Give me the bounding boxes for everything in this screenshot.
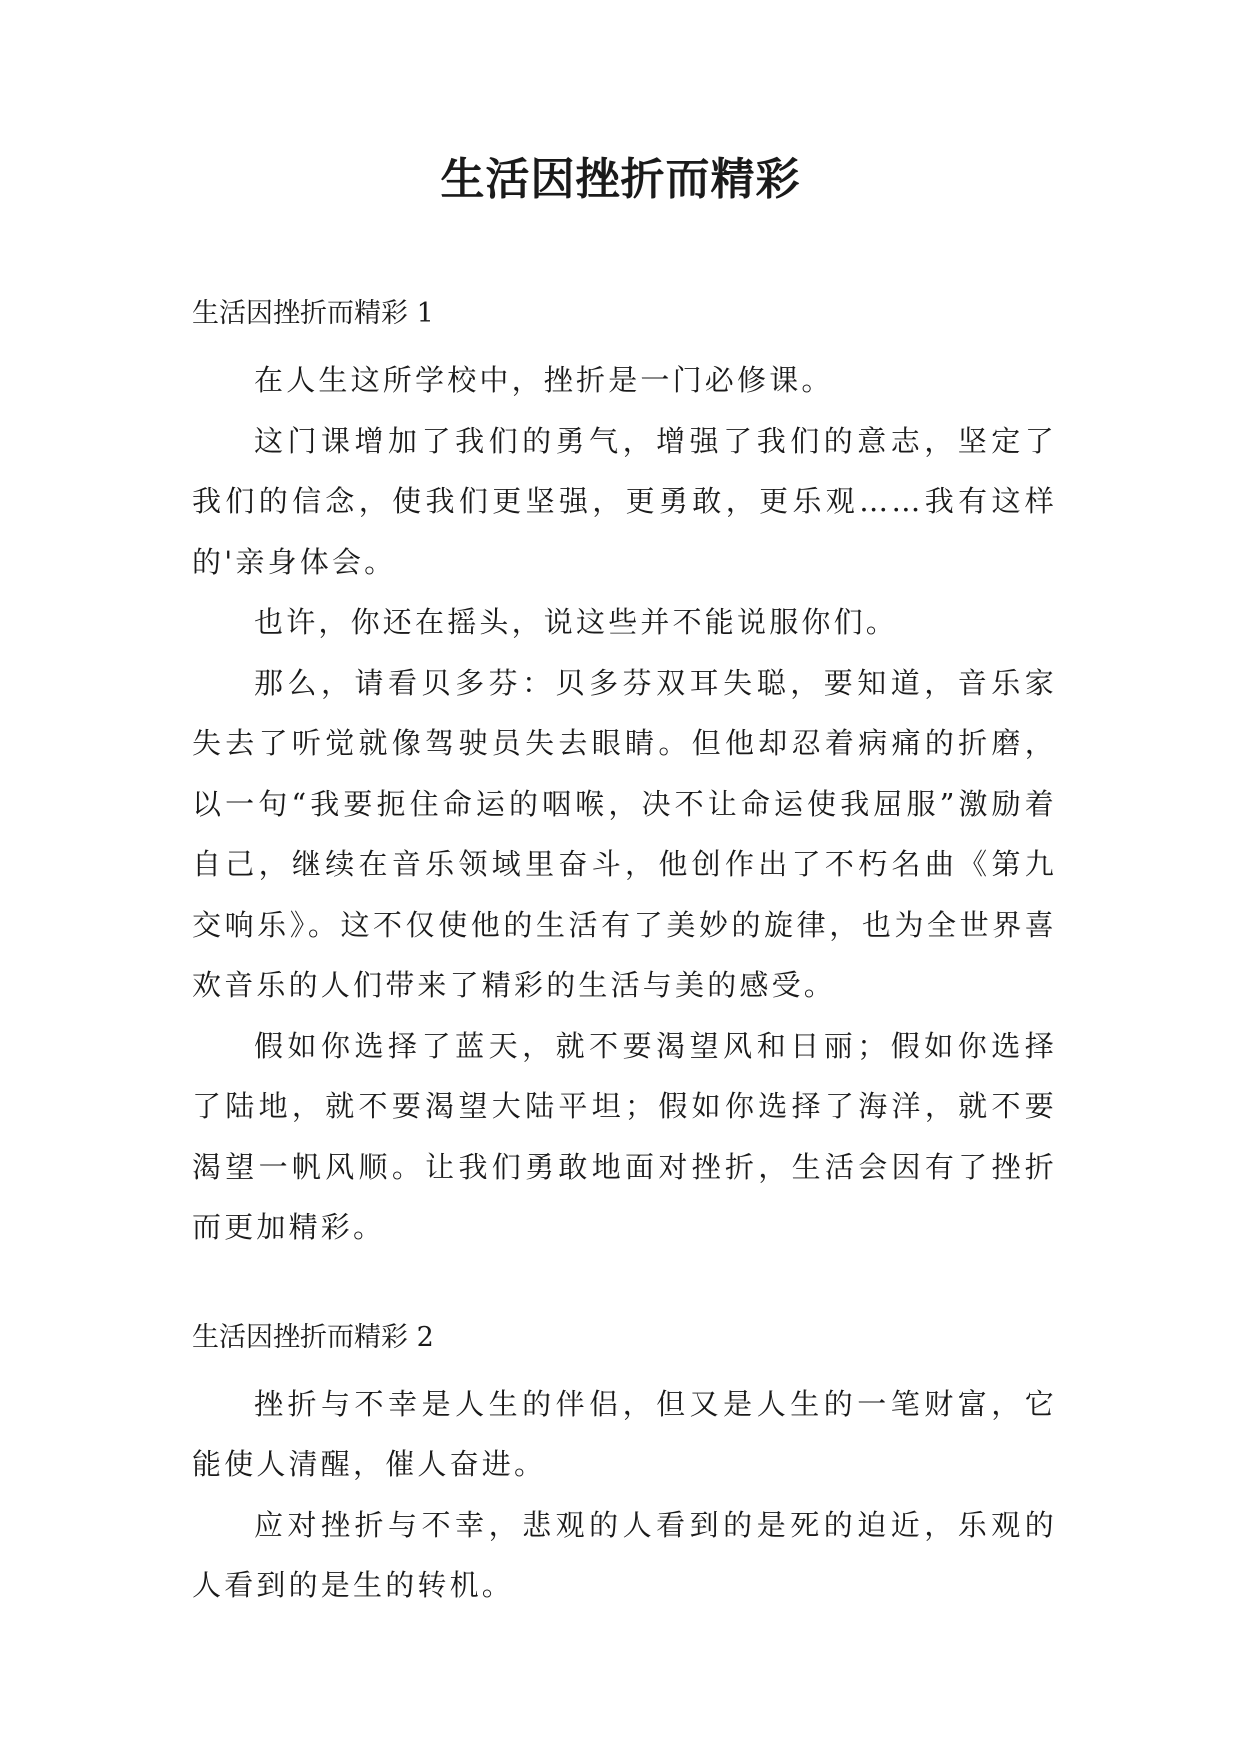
section-heading: 生活因挫折而精彩 1	[192, 298, 434, 329]
document-body	[192, 290, 1057, 1616]
paragraph: 挫折与不幸是人生的伴侣，但又是人生的一笔财富，它能使人清醒，催人奋进。	[192, 1386, 1057, 1481]
paragraph: 这门课增加了我们的勇气，增强了我们的意志，坚定了我们的信念，使我们更坚强，更勇敢，更乐观……我有这样的'亲身体会。	[192, 423, 1057, 579]
document-title: 生活因挫折而精彩	[440, 154, 801, 205]
paragraph: 也许，你还在摇头，说这些并不能说服你们。	[254, 605, 899, 639]
paragraph: 在人生这所学校中，挫折是一门必修课。	[254, 363, 834, 397]
paragraph: 应对挫折与不幸，悲观的人看到的是死的迫近，乐观的人看到的是生的转机。	[192, 1507, 1057, 1602]
paragraph: 假如你选择了蓝天，就不要渴望风和日丽；假如你选择了陆地，就不要渴望大陆平坦；假如你选择了海洋，就不要渴望一帆风顺。让我们勇敢地面对挫折，生活会因有了挫折而更加精彩。	[192, 1028, 1057, 1244]
paragraph: 那么，请看贝多芬：贝多芬双耳失聪，要知道，音乐家失去了听觉就像驾驶员失去眼睛。但他却忍着病痛的折磨，以一句“我要扼住命运的咽喉，决不让命运使我屈服”激励着自己，继续在音乐领域里奋斗，他创作出了不朽名曲《第九交响乐》。这不仅使他的生活有了美妙的旋律，也为全世界喜欢音乐的人们带来了精彩的生活与美的感受。	[192, 665, 1057, 1002]
essay-section-1	[192, 290, 1057, 1258]
section-heading: 生活因挫折而精彩 2	[192, 1321, 434, 1353]
essay-section-2	[192, 1314, 1057, 1616]
